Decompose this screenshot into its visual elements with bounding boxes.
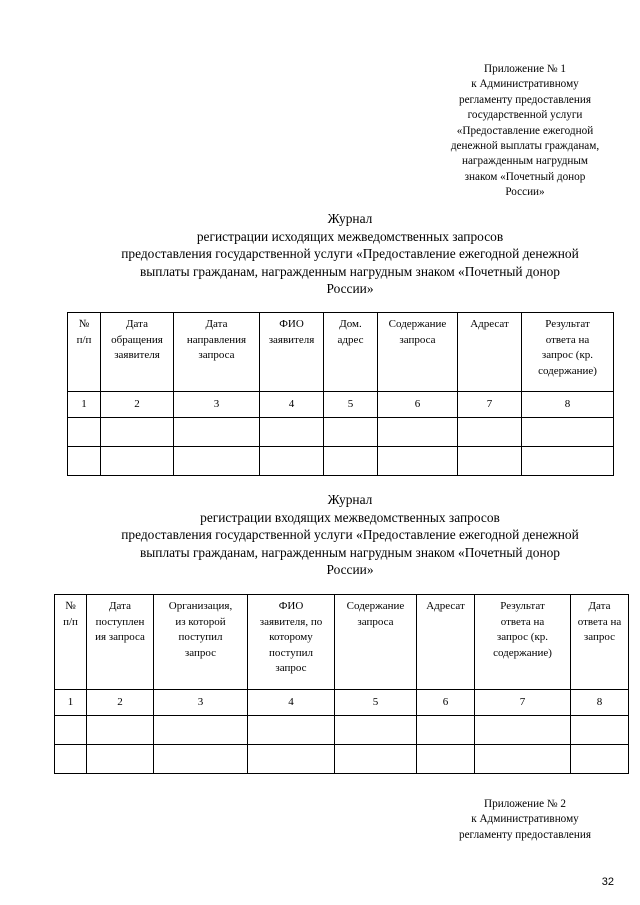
header-cell: Результат ответа на запрос (кр. содержание) bbox=[522, 313, 614, 392]
column-number: 4 bbox=[248, 690, 335, 716]
empty-cell bbox=[154, 716, 248, 745]
empty-cell bbox=[87, 745, 154, 774]
column-number: 8 bbox=[571, 690, 629, 716]
column-number: 6 bbox=[378, 392, 458, 418]
page-number: 32 bbox=[601, 876, 614, 888]
appendix-line: знаком «Почетный донор bbox=[464, 170, 586, 183]
header-cell: Дата ответа на запрос bbox=[571, 595, 629, 690]
empty-cell bbox=[55, 745, 87, 774]
header-cell: Дата обращения заявителя bbox=[101, 313, 174, 392]
empty-cell bbox=[458, 447, 522, 476]
header-cell: № п/п bbox=[68, 313, 101, 392]
column-number: 3 bbox=[154, 690, 248, 716]
column-number-row bbox=[55, 690, 629, 716]
column-number: 2 bbox=[87, 690, 154, 716]
empty-cell bbox=[248, 716, 335, 745]
appendix-line: государственной услуги bbox=[467, 109, 583, 122]
appendix-2-heading bbox=[425, 797, 625, 843]
header-cell: Результат ответа на запрос (кр. содержание) bbox=[475, 595, 571, 690]
appendix-line: к Административному bbox=[471, 78, 579, 91]
title-line: предоставления государственной услуги «Предоставление ежегодной денежной bbox=[121, 246, 579, 262]
header-cell: Адресат bbox=[458, 313, 522, 392]
header-cell: Дата поступлен ия запроса bbox=[87, 595, 154, 690]
empty-cell bbox=[324, 447, 378, 476]
incoming-journal-title bbox=[40, 491, 640, 579]
appendix-line: регламенту предоставления bbox=[458, 828, 591, 841]
empty-cell bbox=[324, 418, 378, 447]
empty-cell bbox=[571, 716, 629, 745]
appendix-1-heading bbox=[425, 62, 625, 201]
appendix-line: награжденным нагрудным bbox=[461, 155, 588, 168]
empty-cell bbox=[417, 745, 475, 774]
appendix-line: денежной выплаты гражданам, bbox=[450, 140, 600, 153]
empty-cell bbox=[335, 745, 417, 774]
header-cell: ФИО заявителя, по которому поступил запрос bbox=[248, 595, 335, 690]
empty-cell bbox=[378, 418, 458, 447]
appendix-line: регламенту предоставления bbox=[458, 93, 591, 106]
title-line: выплаты гражданам, награжденным нагрудным знаком «Почетный донор bbox=[139, 544, 561, 560]
empty-cell bbox=[260, 418, 324, 447]
column-number: 3 bbox=[174, 392, 260, 418]
column-number: 4 bbox=[260, 392, 324, 418]
title-line: предоставления государственной услуги «Предоставление ежегодной денежной bbox=[121, 527, 579, 543]
title-line: России» bbox=[326, 562, 374, 578]
column-number: 8 bbox=[522, 392, 614, 418]
outgoing-journal-table bbox=[67, 312, 614, 476]
empty-cell bbox=[475, 716, 571, 745]
empty-cell bbox=[87, 716, 154, 745]
incoming-journal-table bbox=[54, 594, 629, 774]
table-header-row bbox=[55, 595, 629, 690]
title-line: Журнал bbox=[327, 492, 373, 507]
empty-cell bbox=[68, 447, 101, 476]
table-row bbox=[68, 447, 614, 476]
title-line: регистрации входящих межведомственных запросов bbox=[200, 509, 500, 525]
appendix-line: Приложение № 2 bbox=[484, 798, 566, 810]
column-number: 1 bbox=[55, 690, 87, 716]
table-row bbox=[68, 418, 614, 447]
outgoing-journal-title bbox=[40, 210, 640, 298]
header-cell: ФИО заявителя bbox=[260, 313, 324, 392]
column-number: 7 bbox=[458, 392, 522, 418]
empty-cell bbox=[378, 447, 458, 476]
header-cell: Содержание запроса bbox=[378, 313, 458, 392]
column-number: 5 bbox=[324, 392, 378, 418]
empty-cell bbox=[522, 418, 614, 447]
column-number: 2 bbox=[101, 392, 174, 418]
column-number-row bbox=[68, 392, 614, 418]
empty-cell bbox=[522, 447, 614, 476]
appendix-line: России» bbox=[505, 186, 545, 199]
empty-cell bbox=[174, 447, 260, 476]
empty-cell bbox=[458, 418, 522, 447]
empty-cell bbox=[417, 716, 475, 745]
column-number: 5 bbox=[335, 690, 417, 716]
title-line: регистрации исходящих межведомственных запросов bbox=[196, 228, 504, 244]
empty-cell bbox=[101, 418, 174, 447]
appendix-line: Приложение № 1 bbox=[484, 63, 566, 75]
empty-cell bbox=[335, 716, 417, 745]
table-header-row bbox=[68, 313, 614, 392]
empty-cell bbox=[260, 447, 324, 476]
header-cell: Дом. адрес bbox=[324, 313, 378, 392]
empty-cell bbox=[55, 716, 87, 745]
column-number: 6 bbox=[417, 690, 475, 716]
empty-cell bbox=[68, 418, 101, 447]
empty-cell bbox=[248, 745, 335, 774]
header-cell: Содержание запроса bbox=[335, 595, 417, 690]
column-number: 1 bbox=[68, 392, 101, 418]
empty-cell bbox=[174, 418, 260, 447]
empty-cell bbox=[475, 745, 571, 774]
title-line: Журнал bbox=[327, 211, 373, 226]
table-row bbox=[55, 745, 629, 774]
header-cell: № п/п bbox=[55, 595, 87, 690]
header-cell: Адресат bbox=[417, 595, 475, 690]
empty-cell bbox=[101, 447, 174, 476]
header-cell: Дата направления запроса bbox=[174, 313, 260, 392]
empty-cell bbox=[571, 745, 629, 774]
header-cell: Организация, из которой поступил запрос bbox=[154, 595, 248, 690]
column-number: 7 bbox=[475, 690, 571, 716]
table-row bbox=[55, 716, 629, 745]
appendix-line: к Административному bbox=[471, 813, 579, 826]
appendix-line: «Предоставление ежегодной bbox=[456, 124, 594, 137]
empty-cell bbox=[154, 745, 248, 774]
title-line: выплаты гражданам, награжденным нагрудным знаком «Почетный донор bbox=[139, 263, 561, 279]
title-line: России» bbox=[326, 281, 374, 297]
